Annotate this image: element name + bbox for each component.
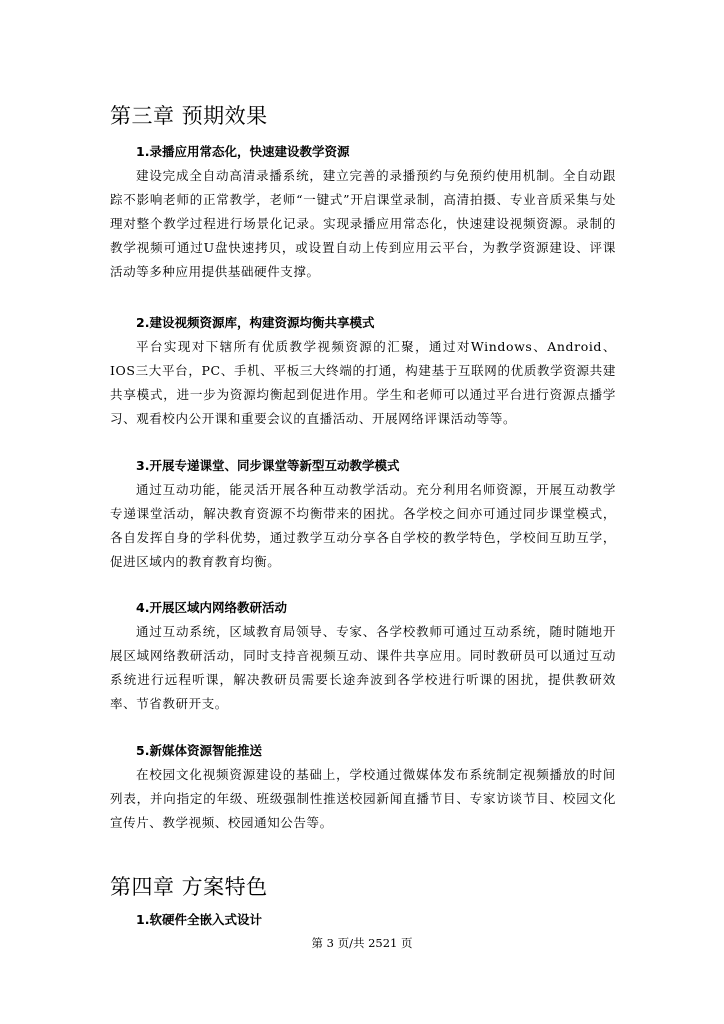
section-1-body: 建设完成全自动高清录播系统，建立完善的录播预约与免预约使用机制。全自动跟踪不影响老师的正常教学，老师“一键式”开启课堂录制，高清拍摄、专业音质采集与处理对整个教学过程进行场景化记录。实现录播应用常态化，快速建设视频资源。录制的教学视频可通过U盘快速拷贝，或设置自动上传到应用云平台，为教学资源建设、评课活动等多种应用提供基础硬件支撑。 xyxy=(110,168,616,279)
section-1-heading: 1.录播应用常态化，快速建设教学资源 xyxy=(136,144,350,159)
section-3-body: 通过互动功能，能灵活开展各种互动教学活动。充分利用名师资源，开展互动教学专递课堂活动，解决教育资源不均衡带来的困扰。各学校之间亦可通过同步课堂模式，各自发挥自身的学科优势，通过教学互动分享各自学校的教学特色，学校间互助互学，促进区域内的教育教育均衡。 xyxy=(110,482,616,569)
section-4-heading: 4.开展区域内网络教研活动 xyxy=(136,600,287,615)
section-5-body: 在校园文化视频资源建设的基础上，学校通过微媒体发布系统制定视频播放的时间列表，并向指定的年级、班级强制性推送校园新闻直播节目、专家访谈节目、校园文化宣传片、教学视频、校园通知公告等。 xyxy=(110,767,616,830)
page-number-footer: 第 3 页/共 2521 页 xyxy=(311,936,413,950)
section-3-heading: 3.开展专递课堂、同步课堂等新型互动教学模式 xyxy=(136,458,400,473)
chapter-4-section-1-heading: 1.软硬件全嵌入式设计 xyxy=(136,912,262,927)
chapter-4-title: 第四章 方案特色 xyxy=(110,875,268,899)
chapter-3-title: 第三章 预期效果 xyxy=(110,104,268,128)
section-5-heading: 5.新媒体资源智能推送 xyxy=(136,743,262,758)
section-2-heading: 2.建设视频资源库，构建资源均衡共享模式 xyxy=(136,315,375,330)
section-2-body: 平台实现对下辖所有优质教学视频资源的汇聚，通过对Windows、Android、IOS三大平台，PC、手机、平板三大终端的打通，构建基于互联网的优质教学资源共建共享模式，进一步为资源均衡起到促进作用。学生和老师可以通过平台进行资源点播学习、观看校内公开课和重要会议的直播活动、开展网络评课活动等等。 xyxy=(110,339,616,426)
section-4-body: 通过互动系统，区域教育局领导、专家、各学校教师可通过互动系统，随时随地开展区域网络教研活动，同时支持音视频互动、课件共享应用。同时教研员可以通过互动系统进行远程听课，解决教研员需要长途奔波到各学校进行听课的困扰，提供教研效率、节省教研开支。 xyxy=(110,624,616,711)
